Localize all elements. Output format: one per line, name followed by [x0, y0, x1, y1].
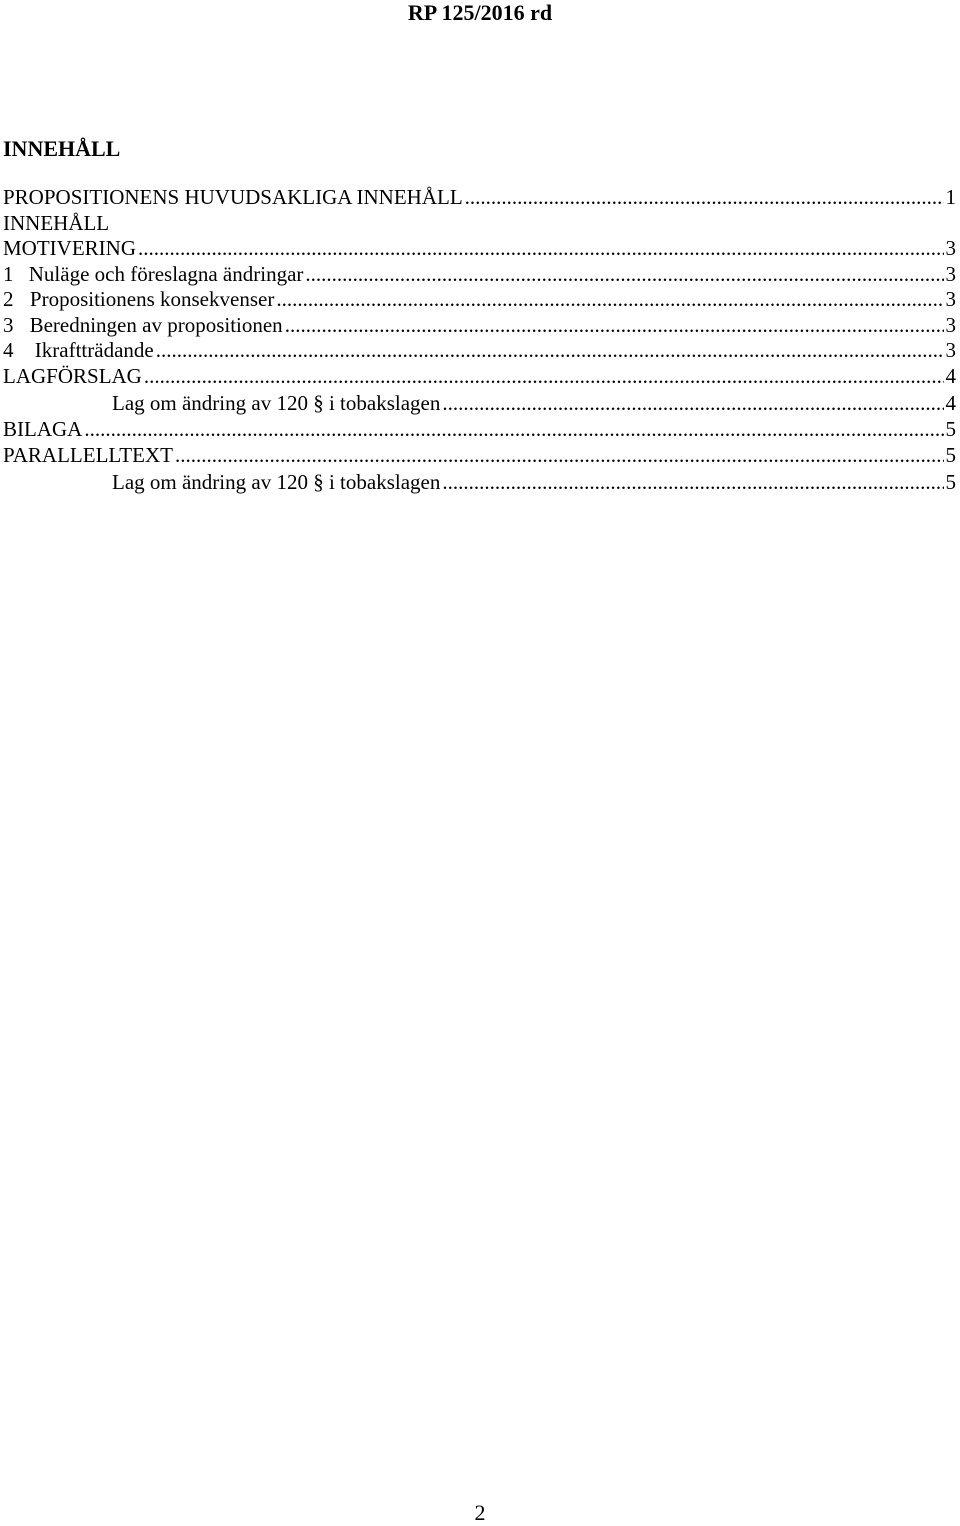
toc-entry-lagforslag[interactable] — [3, 364, 956, 390]
toc-entry-number: 4 — [3, 338, 14, 362]
toc-entry-page: 5 — [945, 470, 956, 494]
toc-leader-dots — [175, 443, 944, 469]
table-of-contents — [3, 185, 956, 496]
toc-entry-page: 4 — [945, 391, 956, 415]
toc-entry-page: 1 — [945, 185, 956, 209]
toc-entry-page: 3 — [945, 312, 956, 337]
toc-entry-page: 3 — [945, 236, 956, 260]
toc-leader-dots — [442, 389, 943, 417]
toc-entry-parallelltext[interactable] — [3, 443, 956, 469]
toc-entry-page: 3 — [945, 261, 956, 286]
toc-entry-number: 1 — [3, 261, 14, 286]
toc-entry-label: BILAGA — [3, 417, 83, 441]
toc-entry-innehall[interactable] — [3, 211, 956, 237]
toc-entry-beredningen[interactable] — [3, 313, 956, 339]
toc-entry-label: PROPOSITIONENS HUVUDSAKLIGA INNEHÅLL — [3, 185, 463, 209]
toc-entry-label: Propositionens konsekvenser — [29, 287, 275, 311]
toc-entry-page: 4 — [945, 363, 956, 388]
toc-entry-bilaga[interactable] — [3, 417, 956, 443]
toc-entry-label: LAGFÖRSLAG — [3, 363, 142, 388]
toc-entry-page: 3 — [945, 338, 956, 362]
section-title: INNEHÅLL — [3, 136, 121, 161]
toc-entry-label: Ikraftträdande — [34, 338, 154, 362]
toc-leader-dots — [305, 262, 943, 288]
toc-leader-dots — [84, 417, 943, 443]
toc-entry-ikrafttradande[interactable] — [3, 338, 956, 364]
toc-entry-label: MOTIVERING — [3, 236, 136, 260]
toc-entry-label: Lag om ändring av 120 § i tobakslagen — [112, 470, 441, 494]
toc-leader-dots — [144, 364, 944, 390]
toc-entry-nulage[interactable] — [3, 262, 956, 288]
toc-leader-dots — [138, 236, 944, 262]
toc-entry-number: 3 — [3, 312, 14, 337]
toc-entry-label: Nuläge och föreslagna ändringar — [28, 261, 304, 286]
toc-entry-label: PARALLELLTEXT — [3, 442, 173, 467]
page-number: 2 — [474, 1500, 486, 1525]
toc-entry-lag-om-andring-parallell[interactable] — [3, 468, 956, 496]
toc-entry-page: 5 — [945, 417, 956, 441]
toc-entry-label: INNEHÅLL — [3, 210, 110, 235]
toc-leader-dots — [442, 468, 943, 496]
toc-leader-dots — [285, 313, 944, 339]
toc-entry-konsekvenser[interactable] — [3, 287, 956, 313]
toc-entry-page: 5 — [945, 442, 956, 467]
toc-entry-number: 2 — [3, 287, 14, 311]
toc-entry-label: Lag om ändring av 120 § i tobakslagen — [112, 391, 441, 415]
toc-entry-motivering[interactable] — [3, 236, 956, 262]
toc-entry-lag-om-andring[interactable] — [3, 389, 956, 417]
toc-leader-dots — [276, 287, 943, 313]
toc-leader-dots — [465, 185, 944, 211]
toc-entry-page: 3 — [945, 287, 956, 311]
toc-leader-dots — [156, 338, 944, 364]
document-header: RP 125/2016 rd — [407, 0, 553, 25]
toc-entry-huvudsakliga-innehall[interactable] — [3, 185, 956, 211]
toc-entry-label: Beredningen av propositionen — [29, 312, 283, 337]
